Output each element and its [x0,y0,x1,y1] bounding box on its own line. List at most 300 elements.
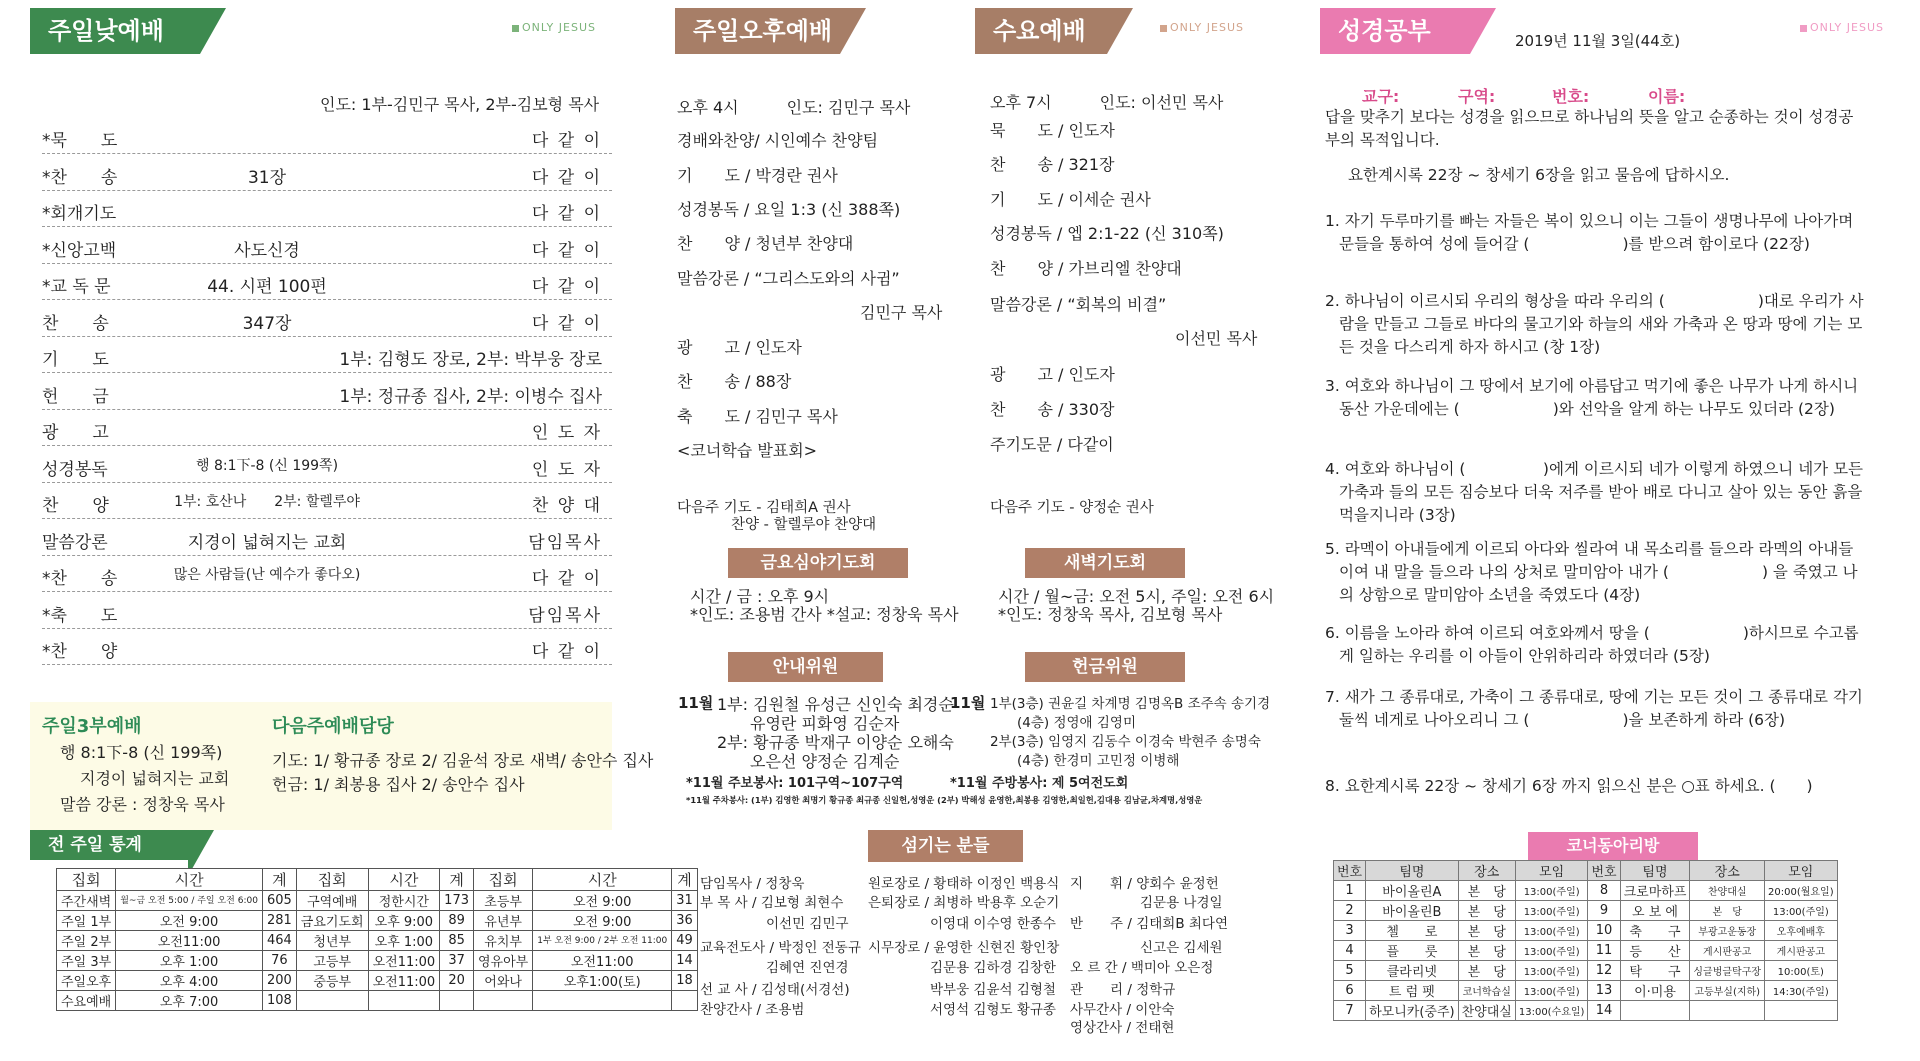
clubs-cell: 바이올린A [1366,881,1459,901]
afternoon-line: 축 도 / 김민구 목사 [677,407,838,426]
next-week-line-1: 기도: 1/ 황규종 장로 2/ 김윤석 장로 새벽/ 송안수 집사 [272,751,654,770]
offering-line-3: 2부(3층) 임영지 김동수 이경숙 박현주 송명숙 [990,734,1261,750]
clubs-cell: 13:00(주일) [1515,901,1588,921]
order-item-label: 광 고 [42,423,109,443]
clubs-header-cell: 번호 [1588,861,1620,881]
stats-cell: 173 [440,891,474,911]
dawn-line-1: 시간 / 월~금: 오전 5시, 주일: 오전 6시 [998,587,1275,606]
clubs-header-cell: 장소 [1690,861,1765,881]
afternoon-line: 성경봉독 / 요일 1:3 (신 388쪽) [677,200,901,219]
clubs-cell: 오후예배후 [1765,921,1838,941]
clubs-cell: 13 [1588,981,1620,1001]
table-row [57,951,698,971]
order-row [42,191,612,227]
stats-cell: 36 [672,911,698,931]
clubs-cell: 14:30(주일) [1765,981,1838,1001]
clubs-cell: 첼 로 [1366,921,1459,941]
stats-cell: 고등부 [296,951,368,971]
stats-cell: 오전11:00 [533,951,672,971]
order-item-leader: 다 같 이 [531,204,602,224]
stats-cell: 오전 9:00 [116,911,263,931]
order-item-detail: 347장 [242,313,292,334]
question-item: 3. 여호와 하나님이 그 땅에서 보기에 아름답고 먹기에 좋은 나무가 나게 하시니 동산 가운데에는 ( )와 선악을 알게 하는 나무도 있더라 (2장) [1325,377,1859,418]
clubs-cell: 코너학습실 [1458,981,1515,1001]
stats-header-cell: 계 [440,869,474,891]
stats-header [30,830,188,860]
order-item-label: *회개기도 [42,204,117,224]
clubs-cell: 싱글벙글탁구장 [1690,961,1765,981]
afternoon-line: 김민구 목사 [860,303,943,322]
stats-cell: 금요기도회 [296,911,368,931]
stats-cell: 어와나 [474,971,533,991]
order-item-detail: 지경이 넓혀지는 교회 [187,532,347,553]
form-name: 이름: [1648,87,1686,106]
stats-cell: 18 [672,971,698,991]
order-row [42,264,612,300]
morning-service-title: 주일낮예배 [48,17,164,45]
servant-line: 오 르 간 / 백미아 오은정 [1070,960,1214,976]
order-item-leader: 다 같 이 [531,313,602,334]
stats-cell: 구역예배 [296,891,368,911]
stats-cell: 주일 1부 [57,911,116,931]
clubs-cell: 13:00(주일) [1515,921,1588,941]
stats-cell: 주간새벽 [57,891,116,911]
afternoon-line: 말씀강론 / “그리스도와의 사귐” [677,269,900,288]
servant-line: 시무장로 / 윤영한 신현진 황인창 [868,940,1060,956]
clubs-cell: 오 보 에 [1620,901,1690,921]
order-item-leader: 다 같 이 [531,131,602,151]
stats-cell [533,991,672,1011]
afternoon-line: <코너학습 발표회> [677,441,818,460]
clubs-cell: 11 [1588,941,1620,961]
clubs-cell: 1 [1334,881,1366,901]
wednesday-service-title: 수요예배 [993,17,1086,45]
stats-cell: 오후 4:00 [116,971,263,991]
afternoon-line: 경배와찬양/ 시인예수 찬양팀 [677,131,879,150]
stats-cell: 영유아부 [474,951,533,971]
clubs-cell: 13:00(주일) [1765,901,1838,921]
order-row [42,593,612,629]
ushers-tab [728,652,883,682]
stats-cell: 유년부 [474,911,533,931]
servant-line: 신고은 김세원 [1140,940,1223,956]
clubs-title: 코너동아리방 [1566,836,1660,855]
offering-month: 11월 [950,694,986,712]
clubs-cell [1765,1001,1838,1021]
order-item-label: *찬 송 [42,569,118,589]
table-row [57,991,698,1011]
stats-cell: 청년부 [296,931,368,951]
stats-cell: 주일오후 [57,971,116,991]
stats-cell [440,991,474,1011]
clubs-cell: 부광고운동장 [1690,921,1765,941]
study-instruction: 요한계시록 22장 ~ 창세기 6장을 읽고 물음에 답하시오. [1348,166,1730,184]
stats-cell: 오후1:00(토) [533,971,672,991]
clubs-cell: 6 [1334,981,1366,1001]
order-row [42,374,612,410]
bulletin-date: 2019년 11월 3일(44호) [1515,32,1681,50]
stats-header-cell: 시간 [116,869,263,891]
ushers-line-1: 1부: 김원철 유성근 신인숙 최경순 [717,695,954,714]
stats-cell: 76 [262,951,296,971]
order-item-label: *교 독 문 [42,277,111,297]
stats-cell: 85 [440,931,474,951]
clubs-tab [1528,832,1698,860]
stats-cell [672,991,698,1011]
afternoon-line: 광 고 / 인도자 [677,338,802,357]
clubs-cell: 이·미용 [1620,981,1690,1001]
clubs-cell: 찬양대실 [1458,1001,1515,1021]
clubs-cell: 12 [1588,961,1620,981]
dawn-line-2: *인도: 정창욱 목사, 김보형 목사 [998,605,1223,624]
stats-cell: 초등부 [474,891,533,911]
clubs-cell: 10 [1588,921,1620,941]
stats-cell: 200 [262,971,296,991]
ushers-service: *11월 주보봉사: 101구역~107구역 [686,776,904,791]
servant-line: 김혜연 진연경 [766,960,849,976]
order-item-detail: 많은 사람들(난 예수가 좋다오) [173,567,361,583]
stats-header-cell: 계 [262,869,296,891]
clubs-cell: 트 럼 펫 [1366,981,1459,1001]
wednesday-line: 다음주 기도 - 양정순 권사 [990,500,1154,516]
servant-line: 원로장로 / 황태하 이정인 백용식 [868,876,1060,892]
order-item-detail: 44. 시편 100편 [207,277,327,297]
wednesday-line: 오후 7시 인도: 이선민 목사 [990,93,1224,112]
stats-cell: 오전 9:00 [533,911,672,931]
friday-line-1: 시간 / 금 : 오후 9시 [690,587,830,606]
wednesday-line: 묵 도 / 인도자 [990,121,1115,140]
servant-line: 은퇴장로 / 최병하 박용후 오순기 [868,895,1060,911]
afternoon-service-title: 주일오후예배 [693,17,833,45]
wednesday-line: 찬 송 / 321장 [990,155,1115,174]
bible-study-title: 성경공부 [1338,17,1431,45]
clubs-cell: 본 당 [1690,901,1765,921]
stats-cell: 오후 1:00 [116,951,263,971]
clubs-header-cell: 팀명 [1366,861,1459,881]
offering-tab [1025,652,1185,682]
servant-line: 교육전도사 / 박정인 전동규 [700,940,861,956]
clubs-header-cell: 팀명 [1620,861,1690,881]
stats-cell: 주일 2부 [57,931,116,951]
question-item: 4. 여호와 하나님이 ( )에게 이르시되 네가 이렇게 하였으니 네가 모든 가축과 들의 모든 짐승보다 더욱 저주를 받아 배로 다니고 살아 있는 동안 흙을 먹을지니라 (3장) [1325,460,1864,524]
order-item-label: *묵 도 [42,131,118,151]
offering-line-2: (4층) 정영애 김영미 [1017,715,1136,731]
order-item-detail: 1부: 호산나 2부: 할렐루야 [174,494,360,510]
question-item: 7. 새가 그 종류대로, 가축이 그 종류대로, 땅에 기는 모든 것이 그 종류대로 각기 둘씩 네게로 나아오리니 그 ( )을 보존하게 하라 (6장) [1325,688,1863,729]
order-item-leader: 다 같 이 [531,569,602,589]
order-item-label: 기 도 [42,350,109,370]
clubs-cell: 게시판공고 [1690,941,1765,961]
order-row [42,447,612,483]
stats-cell [296,991,368,1011]
clubs-cell: 13:00(주일) [1515,941,1588,961]
clubs-cell: 바이올린B [1366,901,1459,921]
study-intro: 답을 맞추기 보다는 성경을 읽으므로 하나님의 뜻을 알고 순종하는 것이 성경공부의 목적입니다. [1325,108,1854,149]
stats-cell: 오전 9:00 [533,891,672,911]
afternoon-line: 오후 4시 인도: 김민구 목사 [677,98,911,117]
order-row [42,556,612,592]
clubs-cell: 13:00(주일) [1515,981,1588,1001]
servants-title: 섬기는 분들 [901,836,990,856]
table-row [57,911,698,931]
stats-header-cell: 시간 [368,869,440,891]
table-row [57,891,698,911]
dawn-prayer-title: 새벽기도회 [1063,553,1147,573]
clubs-cell: 플 룻 [1366,941,1459,961]
stats-cell: 정한시간 [368,891,440,911]
stats-header-cell: 집회 [296,869,368,891]
tagline-2: ONLY JESUS [1160,21,1244,34]
clubs-cell: 3 [1334,921,1366,941]
question-item: 6. 이름을 노아라 하여 이르되 여호와께서 땅을 ( )하시므로 수고롭게 일하는 우리를 이 아들이 안위하리라 하였더라 (5장) [1325,624,1859,665]
order-row [42,118,612,154]
order-item-leader: 1부: 정규종 집사, 2부: 이병수 집사 [339,386,602,407]
afternoon-line: 찬양 - 할렐루야 찬양대 [731,517,877,533]
order-item-label: *축 도 [42,605,118,626]
clubs-cell: 게시판공고 [1765,941,1838,961]
order-item-label: 말씀강론 [42,532,108,553]
next-week-line-2: 헌금: 1/ 최봉용 집사 2/ 송안수 집사 [272,775,525,794]
stats-cell: 14 [672,951,698,971]
order-item-label: *찬 양 [42,642,118,662]
clubs-cell: 14 [1588,1001,1620,1021]
ushers-line-4: 오은선 양정순 김계순 [750,752,900,771]
table-row [57,971,698,991]
servant-line: 찬양간사 / 조용범 [700,1002,805,1018]
stats-cell: 오전11:00 [368,971,440,991]
clubs-cell: 본 당 [1458,901,1515,921]
servant-line: 관 리 / 정학규 [1070,982,1176,998]
wednesday-line: 성경봉독 / 엡 2:1-22 (신 310쪽) [990,224,1224,243]
clubs-cell: 2 [1334,901,1366,921]
friday-prayer-title: 금요심야기도회 [760,553,876,573]
servant-line: 부 목 사 / 김보형 최현수 [700,895,844,911]
order-item-leader: 인 도 자 [531,459,602,480]
servant-line: 영상간사 / 전태현 [1070,1020,1175,1036]
offering-line-4: (4층) 한경미 고민정 이병해 [1017,753,1180,769]
order-item-leader: 다 같 이 [531,167,602,188]
clubs-cell: 13:00(주일) [1515,961,1588,981]
stats-table [56,868,698,1011]
table-row [1334,1001,1838,1021]
clubs-cell: 본 당 [1458,961,1515,981]
table-row [1334,961,1838,981]
servant-line: 반 주 / 김태희B 최다연 [1070,916,1229,932]
wednesday-line: 찬 송 / 330장 [990,400,1115,419]
ushers-month: 11월 [678,694,714,712]
clubs-cell: 4 [1334,941,1366,961]
morning-service-header [30,8,200,54]
servant-line: 사무간사 / 이안숙 [1070,1002,1175,1018]
stats-cell: 37 [440,951,474,971]
clubs-cell: 본 당 [1458,881,1515,901]
stats-cell [368,991,440,1011]
clubs-cell: 본 당 [1458,941,1515,961]
order-item-leader: 담임목사 [528,532,602,553]
offering-service: *11월 주방봉사: 제 5여전도회 [950,776,1129,791]
stats-cell: 281 [262,911,296,931]
question-item: 1. 자기 두루마기를 빠는 자들은 복이 있으니 이는 그들이 생명나무에 나아가며 문들을 통하여 성에 들어갈 ( )를 받으려 함이로다 (22장) [1325,212,1854,253]
clubs-cell: 클라리넷 [1366,961,1459,981]
third-service-line-2: 지경이 넓혀지는 교회 [80,769,230,788]
clubs-header-cell: 모임 [1515,861,1588,881]
clubs-header-cell: 장소 [1458,861,1515,881]
third-service-line-1: 행 8:1下-8 (신 199쪽) [60,743,223,762]
stats-cell: 108 [262,991,296,1011]
ushers-title: 안내위원 [772,657,839,677]
ushers-line-2: 유영란 피화영 김순자 [750,714,900,733]
clubs-cell [1620,1001,1690,1021]
order-item-leader: 다 같 이 [531,240,602,261]
clubs-cell: 13:00(수요일) [1515,1001,1588,1021]
servant-line: 지 휘 / 양회수 윤정헌 [1070,876,1219,892]
parking-service-note: *11월 주차봉사: (1부) 김영한 최명기 황규종 최규종 신일헌,성영운 (2부) 박해성 윤영한,최봉용 김영한,최일헌,김대용 김남균,차계명,성영운 [686,795,1203,805]
order-row [42,629,612,665]
clubs-cell: 10:00(토) [1765,961,1838,981]
clubs-header-cell: 번호 [1334,861,1366,881]
clubs-cell: 7 [1334,1001,1366,1021]
clubs-cell: 크로마하프 [1620,881,1690,901]
stats-header-cell: 계 [672,869,698,891]
clubs-table [1333,860,1838,1021]
table-row [1334,881,1838,901]
afternoon-line: 기 도 / 박경란 권사 [677,166,838,185]
morning-leaders: 인도: 1부-김민구 목사, 2부-김보형 목사 [320,95,600,114]
stats-cell: 1부 오전 9:00 / 2부 오전 11:00 [533,931,672,951]
third-service-title: 주일3부예배 [42,716,142,737]
order-item-label: *신앙고백 [42,240,117,261]
order-item-detail: 행 8:1下-8 (신 199쪽) [195,457,339,474]
clubs-header-cell: 모임 [1765,861,1838,881]
servant-line: 박부웅 김윤석 김형철 [930,982,1056,998]
offering-line-1: 1부(3층) 권윤길 차계명 김명옥B 조주속 송기경 [990,696,1271,712]
table-row [1334,941,1838,961]
form-number: 번호: [1552,87,1590,106]
servant-line: 서영석 김형도 황규종 [930,1002,1056,1018]
table-row [1334,981,1838,1001]
wednesday-line: 찬 양 / 가브리엘 찬양대 [990,259,1182,278]
stats-title: 전 주일 통계 [48,835,142,855]
order-row [42,337,612,373]
clubs-cell: 13:00(주일) [1515,881,1588,901]
question-item: 8. 요한계시록 22장 ~ 창세기 6장 까지 읽으신 분은 ○표 하세요. ( ) [1325,777,1813,795]
servant-line: 이영대 이수영 한종수 [930,916,1056,932]
stats-cell: 오전11:00 [116,931,263,951]
dawn-prayer-tab [1025,548,1185,578]
clubs-cell: 탁 구 [1620,961,1690,981]
clubs-cell: 20:00(월요일) [1765,881,1838,901]
wednesday-service-header [975,8,1107,54]
servant-line: 담임목사 / 정창욱 [700,876,805,892]
order-item-label: 성경봉독 [42,459,108,480]
friday-line-2: *인도: 조용범 간사 *설교: 정창욱 목사 [690,605,959,624]
stats-cell: 주일 3부 [57,951,116,971]
table-row [1334,921,1838,941]
wednesday-line: 주기도문 / 다같이 [990,435,1114,454]
servant-line: 이선민 김민구 [766,916,849,932]
tagline-1: ONLY JESUS [512,21,596,34]
wednesday-line: 말씀강론 / “회복의 비결” [990,295,1167,314]
order-item-label: 찬 양 [42,496,109,516]
clubs-cell: 찬양대실 [1690,881,1765,901]
stats-cell [474,991,533,1011]
bible-study-header [1320,8,1470,54]
stats-cell: 중등부 [296,971,368,991]
stats-cell: 오전11:00 [368,951,440,971]
servants-tab [868,830,1023,862]
third-service-line-3: 말씀 강론 : 정창욱 목사 [60,795,225,814]
stats-cell: 605 [262,891,296,911]
order-item-leader: 찬 양 대 [531,496,602,516]
servant-line: 선 교 사 / 김성태(서경선) [700,982,850,998]
order-item-label: 헌 금 [42,386,109,407]
clubs-cell: 등 산 [1620,941,1690,961]
order-item-label: *찬 송 [42,167,118,188]
order-row [42,228,612,264]
afternoon-line: 찬 송 / 88장 [677,372,792,391]
form-district: 교구: [1362,87,1400,106]
wednesday-line: 광 고 / 인도자 [990,365,1115,384]
table-row [57,931,698,951]
offering-title: 헌금위원 [1072,657,1138,677]
stats-cell: 오후 7:00 [116,991,263,1011]
wednesday-line: 기 도 / 이세순 권사 [990,190,1151,209]
stats-header-cell: 시간 [533,869,672,891]
stats-header-cell: 집회 [57,869,116,891]
clubs-cell: 하모니카(중주) [1366,1001,1459,1021]
afternoon-line: 다음주 기도 - 김태희A 권사 [677,500,851,516]
stats-cell: 49 [672,931,698,951]
order-item-detail: 사도신경 [234,240,300,261]
clubs-cell: 9 [1588,901,1620,921]
stats-cell: 464 [262,931,296,951]
afternoon-service-header [675,8,840,54]
order-item-leader: 다 같 이 [531,642,602,662]
order-row [42,155,612,191]
form-group: 구역: [1458,87,1496,106]
stats-header-cell: 집회 [474,869,533,891]
stats-cell: 유치부 [474,931,533,951]
clubs-cell: 축 구 [1620,921,1690,941]
stats-cell: 오후 9:00 [368,911,440,931]
tagline-3: ONLY JESUS [1800,21,1884,34]
stats-cell: 89 [440,911,474,931]
order-item-leader: 담임목사 [528,605,602,626]
afternoon-line: 찬 양 / 청년부 찬양대 [677,234,854,253]
clubs-cell: 고등부실(지하) [1690,981,1765,1001]
order-item-leader: 인 도 자 [531,423,602,443]
order-item-leader: 다 같 이 [531,277,602,297]
servant-line: 김문용 김하경 김창한 [930,960,1056,976]
order-row [42,483,612,519]
next-week-title: 다음주예배담당 [272,716,394,737]
stats-cell: 31 [672,891,698,911]
clubs-cell: 본 당 [1458,921,1515,941]
stats-cell: 수요예배 [57,991,116,1011]
clubs-cell [1690,1001,1765,1021]
friday-prayer-tab [728,548,908,578]
ushers-line-3: 2부: 황규종 박재구 이양순 오해숙 [717,733,954,752]
order-row [42,520,612,556]
wednesday-line: 이선민 목사 [1175,329,1258,348]
order-item-label: 찬 송 [42,313,109,334]
question-item: 2. 하나님이 이르시되 우리의 형상을 따라 우리의 ( )대로 우리가 사람을 만들고 그들로 바다의 물고기와 하늘의 새와 가축과 온 땅과 땅에 기는 모든 것을 다스리게 하자 하시고 (창 1장) [1325,292,1864,356]
order-item-detail: 31장 [247,167,287,188]
question-item: 5. 라멕이 아내들에게 이르되 아다와 씰라여 내 목소리를 들으라 라멕의 아내들이여 내 말을 들으라 나의 상처로 말미암아 내가 ( ) 을 죽였고 나의 상함으로 말미암아 소년을 죽였도다 (4장) [1325,540,1858,604]
order-row [42,410,612,446]
servant-line: 김문용 나경일 [1140,895,1223,911]
clubs-cell: 8 [1588,881,1620,901]
